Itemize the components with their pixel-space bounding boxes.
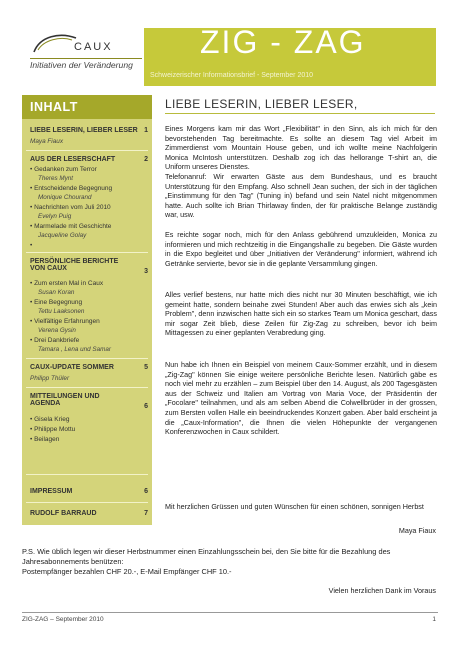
article-paragraph: Mit herzlichen Grüssen und guten Wünschen für einen schönen, sonnigen Herbst (165, 502, 424, 511)
toc-item[interactable]: • Marmelade mit Geschichte (30, 223, 112, 230)
logo-tagline: Initiativen der Veränderung (30, 60, 133, 70)
toc-author: Philipp Thüler (30, 375, 70, 382)
toc-author: Maya Fiaux (30, 138, 64, 145)
toc-section-title: PERSÖNLICHE BERICHTE VON CAUX (30, 258, 119, 272)
toc-item[interactable]: • Vielfältige Erfahrungen (30, 318, 100, 325)
toc-heading: INHALT (22, 95, 152, 119)
toc-item[interactable]: • Philippe Mottu (30, 426, 76, 433)
toc-divider (26, 502, 148, 503)
toc-section-title: CAUX-UPDATE SOMMER (30, 364, 114, 371)
toc-section-mitteilungen[interactable] (30, 393, 148, 410)
article-paragraph: Telefonanruf: Wir erwarten Gäste aus dem Bundeshaus, und es braucht Unterstützung für den Empfang. Also schnell Jean suchen, der sich in der täglichen „Einstimmung für den Tag" (Tuning in) befand und sein Natel nicht mitgenommen hatte. Auch sollte ich Brian Thirlaway finden, der für praktische Belange zuständig war, usw. (165, 172, 437, 220)
toc-section-update[interactable] (30, 364, 148, 371)
toc-section-title: MITTEILUNGEN UND AGENDA (30, 393, 100, 407)
article-paragraph: Nun habe ich Ihnen ein Beispiel von meinem Caux-Sommer erzählt, und in diesem „Zig-Zag" können Sie einige weitere persönliche Berichte lesen. Natürlich gäbe es noch viel mehr zu erzählen – zum Beispiel über den 14. August, als 200 Tagesgästen aus der Schweiz und Italien am Vortrag von Maria Voce, der Präsidentin der „Focolare" teilnahmen, und als am selben Abend die Colwellbrüder in der grossen, zum Bersten vollen Halle ein beeindruckendes Konzert gaben. Aber bald erscheint ja die „Caux-Information", die Ihnen die vielen Höhepunkte der vergangenen Konferenzwochen in Caux schildert. (165, 360, 437, 437)
toc-item[interactable]: • Nachrichten vom Juli 2010 (30, 204, 111, 211)
title-underline (165, 113, 435, 114)
toc-author: Monique Chourand (38, 194, 92, 201)
toc-author: Verena Gysin (38, 327, 76, 334)
toc-item[interactable]: • Eine Begegnung (30, 299, 83, 306)
toc-author: Theres Mynt (38, 175, 73, 182)
toc-page-number: 5 (144, 364, 148, 371)
article-paragraph: Es reichte sogar noch, mich für den Anlass gebührend umzukleiden, Monica zu informieren und mich rechtzeitig in die Eingangshalle zu begeben. Die Gäste wurden in die Expo begleitet und über „Initiativen der Veränderung" informiert, während ich Getränke servierte, bevor sie in die geplante Versammlung gingen. (165, 230, 437, 268)
toc-item[interactable]: • Zum ersten Mal in Caux (30, 280, 104, 287)
footer-page-number: 1 (432, 616, 436, 623)
toc-section-barraud[interactable] (30, 510, 148, 517)
newsletter-title: ZIG - ZAG (200, 24, 366, 60)
toc-section-berichte[interactable] (30, 258, 148, 275)
article-title: LIEBE LESERIN, LIEBER LESER, (165, 97, 358, 111)
thanks-note: Vielen herzlichen Dank im Voraus (328, 586, 436, 595)
toc-page-number: 6 (144, 403, 148, 410)
toc-section-title: LIEBE LESERIN, LIEBER LESER (30, 127, 138, 134)
toc-page-number: 3 (144, 268, 148, 275)
toc-section-title: IMPRESSUM (30, 488, 73, 495)
article-paragraph: Eines Morgens kam mir das Wort „Flexibilität" in den Sinn, als ich mich für den bevorstehenden Tag bereitmachte. Es sollte an diesem Tag viel Arbeit im Zimmerdienst vom Mountain House geben, und ich wollte meine Nachfolgerin Monica McIntosh unterstützen. Deshalb zog ich das hellorange T-shirt an, die Uniform unseres Dienstes. (165, 124, 437, 172)
toc-section-liebe[interactable] (30, 127, 148, 134)
toc-section-impressum[interactable] (30, 488, 148, 495)
logo-text: CAUX (74, 41, 113, 53)
toc-divider (26, 150, 148, 151)
caux-logo-icon (30, 30, 80, 56)
toc-author: Susan Koran (38, 289, 75, 296)
toc-section-leserschaft[interactable] (30, 156, 148, 163)
toc-section-title: RUDOLF BARRAUD (30, 510, 97, 517)
toc-section-title: AUS DER LESERSCHAFT (30, 156, 116, 163)
toc-divider (26, 387, 148, 388)
signature: Maya Fiaux (398, 526, 436, 535)
toc-item: • (30, 242, 33, 249)
footer-rule (22, 612, 438, 613)
toc-page-number: 1 (144, 127, 148, 134)
toc-author: Evelyn Puig (38, 213, 72, 220)
toc-item[interactable]: • Drei Dankbriefe (30, 337, 80, 344)
toc-item[interactable]: • Entscheidende Begegnung (30, 185, 113, 192)
toc-author: Tamara , Lena und Samar (38, 346, 111, 353)
toc-author: Jacqueline Golay (38, 232, 87, 239)
toc-item[interactable]: • Gisela Krieg (30, 416, 70, 423)
toc-author: Tettu Laaksonen (38, 308, 85, 315)
toc-divider (26, 358, 148, 359)
postscript: P.S. Wie üblich legen wir dieser Herbstnummer einen Einzahlungsschein bei, den Sie bitte für die Bezahlung des Jahresabonnements benützen: Postempfänger bezahlen CHF 20.-, E-Mail Empfänger CHF 10.- (22, 547, 391, 576)
newsletter-subtitle: Schweizerischer Informationsbrief - September 2010 (150, 72, 314, 79)
toc-item[interactable]: • Beilagen (30, 436, 60, 443)
logo-divider (30, 58, 142, 59)
toc-divider (26, 252, 148, 253)
article-paragraph: Alles verlief bestens, nur hatte mich dies nicht nur 30 Minuten beschäftigt, wie ich gemeint hatte, sondern beinahe zwei Stunden! Aber auch das erwies sich als „kein Problem", denn inzwischen hatte sich ein so starkes Team um Monica geschart, dass mir sogar Zeit blieb, diese Zeilen für Zig-Zag zu schreiben, bevor ich beim Mittagessen zu einer geplanten Verabredung ging. (165, 290, 437, 338)
toc-page-number: 6 (144, 488, 148, 495)
toc-item[interactable]: • Gedanken zum Terror (30, 166, 97, 173)
toc-page-number: 7 (144, 510, 148, 517)
toc-divider (26, 474, 148, 475)
footer-issue: ZIG-ZAG – September 2010 (22, 616, 104, 623)
toc-page-number: 2 (144, 156, 148, 163)
